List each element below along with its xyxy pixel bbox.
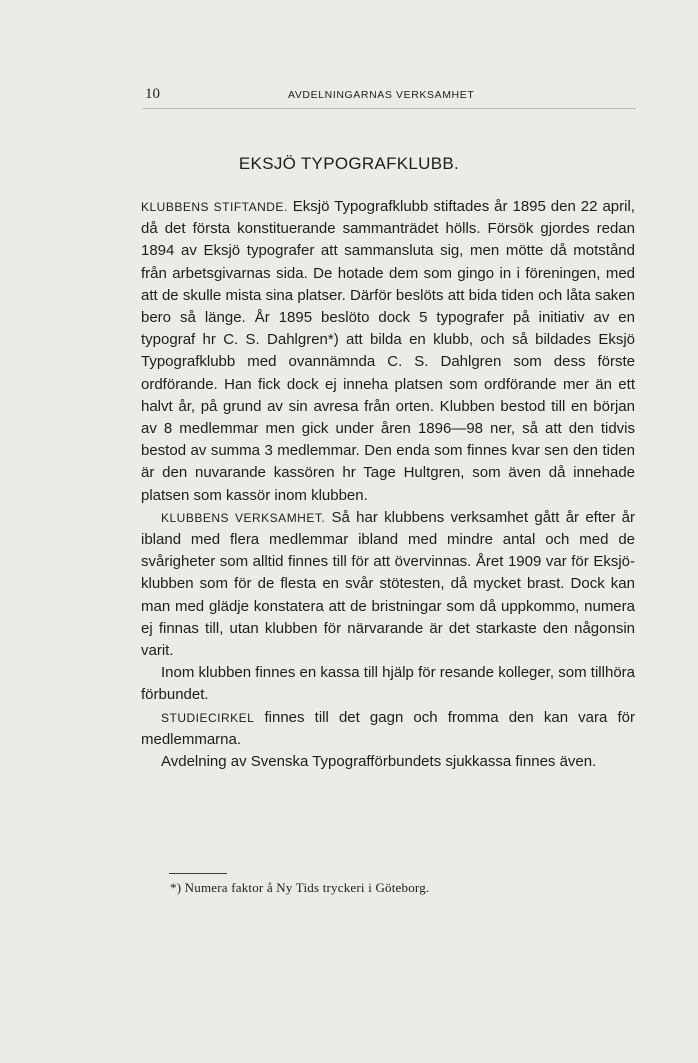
paragraph-text: Eksjö Typografklubb stiftades år 1895 den 22 april, då det första konstituerande sammanträdet hölls. Försök gjordes redan 1894 av Eksjö typografer att sammansluta sig, men mötte då motstånd från arbetsgivarnas sida. De hotade dem som gingo in i föreningen, med att de skulle mista sina platser. Därför beslöts att bida tiden och låta saken bero så länge. År 1895 beslöto dock 5 typografer på initiativ av en typograf hr C. S. Dahlgren*) att bilda en klubb, och så bildades Eksjö Typografklubb med ovannämnda C. S. Dahlgren som dess förste ordförande. Han fick dock ej inneha platsen som ordförande mer än ett halvt år, på grund av sin avresa från orten. Klubben bestod till en början av 8 medlemmar men gick under åren 1896—98 ner, så att den tidvis bestod av summa 3 medlemmar. Den enda som finnes kvar sen den tiden är den nuvarande kassören hr Tage Hultgren, som även då innehade platsen som kassör inom klubben. [141, 198, 635, 504]
paragraph-text: Inom klubben finnes en kassa till hjälp för resande kolleger, som tillhöra förbundet. [141, 664, 635, 704]
paragraph-lead: STUDIECIRKEL [161, 710, 255, 725]
paragraph-lead: KLUBBENS VERKSAMHET. [161, 510, 326, 525]
paragraph-text: Så har klubbens verksamhet gått år efter år ibland med flera medlemmar ibland med mindre antal och med de svårigheter som alltid finnes till för att övervinnas. Året 1909 var för Eksjö-klubben som för de flesta en svår stötesten, då mycket brast. Dock kan man med glädje konstatera att de bristningar som då uppkommo, numera ej finnas till, utan klubben för närvarande är det starkaste den någonsin varit. [141, 508, 636, 660]
paragraph-text: Avdelning av Svenska Typografförbundets sjukkassa finnes även. [161, 753, 597, 771]
footnote-rule [169, 873, 227, 874]
paragraph-lead: KLUBBENS STIFTANDE. [141, 200, 288, 214]
footnote: *) Numera faktor å Ny Tids tryckeri i Göteborg. [170, 880, 430, 895]
paragraph-founding [141, 196, 635, 507]
body-text [141, 196, 635, 773]
paragraph-text: finnes till det gagn och fromma den kan vara för medlemmarna. [141, 708, 635, 748]
paragraph-study-circle [141, 707, 635, 751]
page-header [143, 86, 636, 109]
paragraph-activity [141, 507, 635, 662]
paragraph-travel-fund [141, 662, 635, 706]
running-title: AVDELNINGARNAS VERKSAMHET [288, 89, 475, 101]
page-number: 10 [145, 86, 160, 102]
section-title: EKSJÖ TYPOGRAFKLUBB. [238, 154, 460, 173]
paragraph-sick-fund [141, 751, 635, 773]
